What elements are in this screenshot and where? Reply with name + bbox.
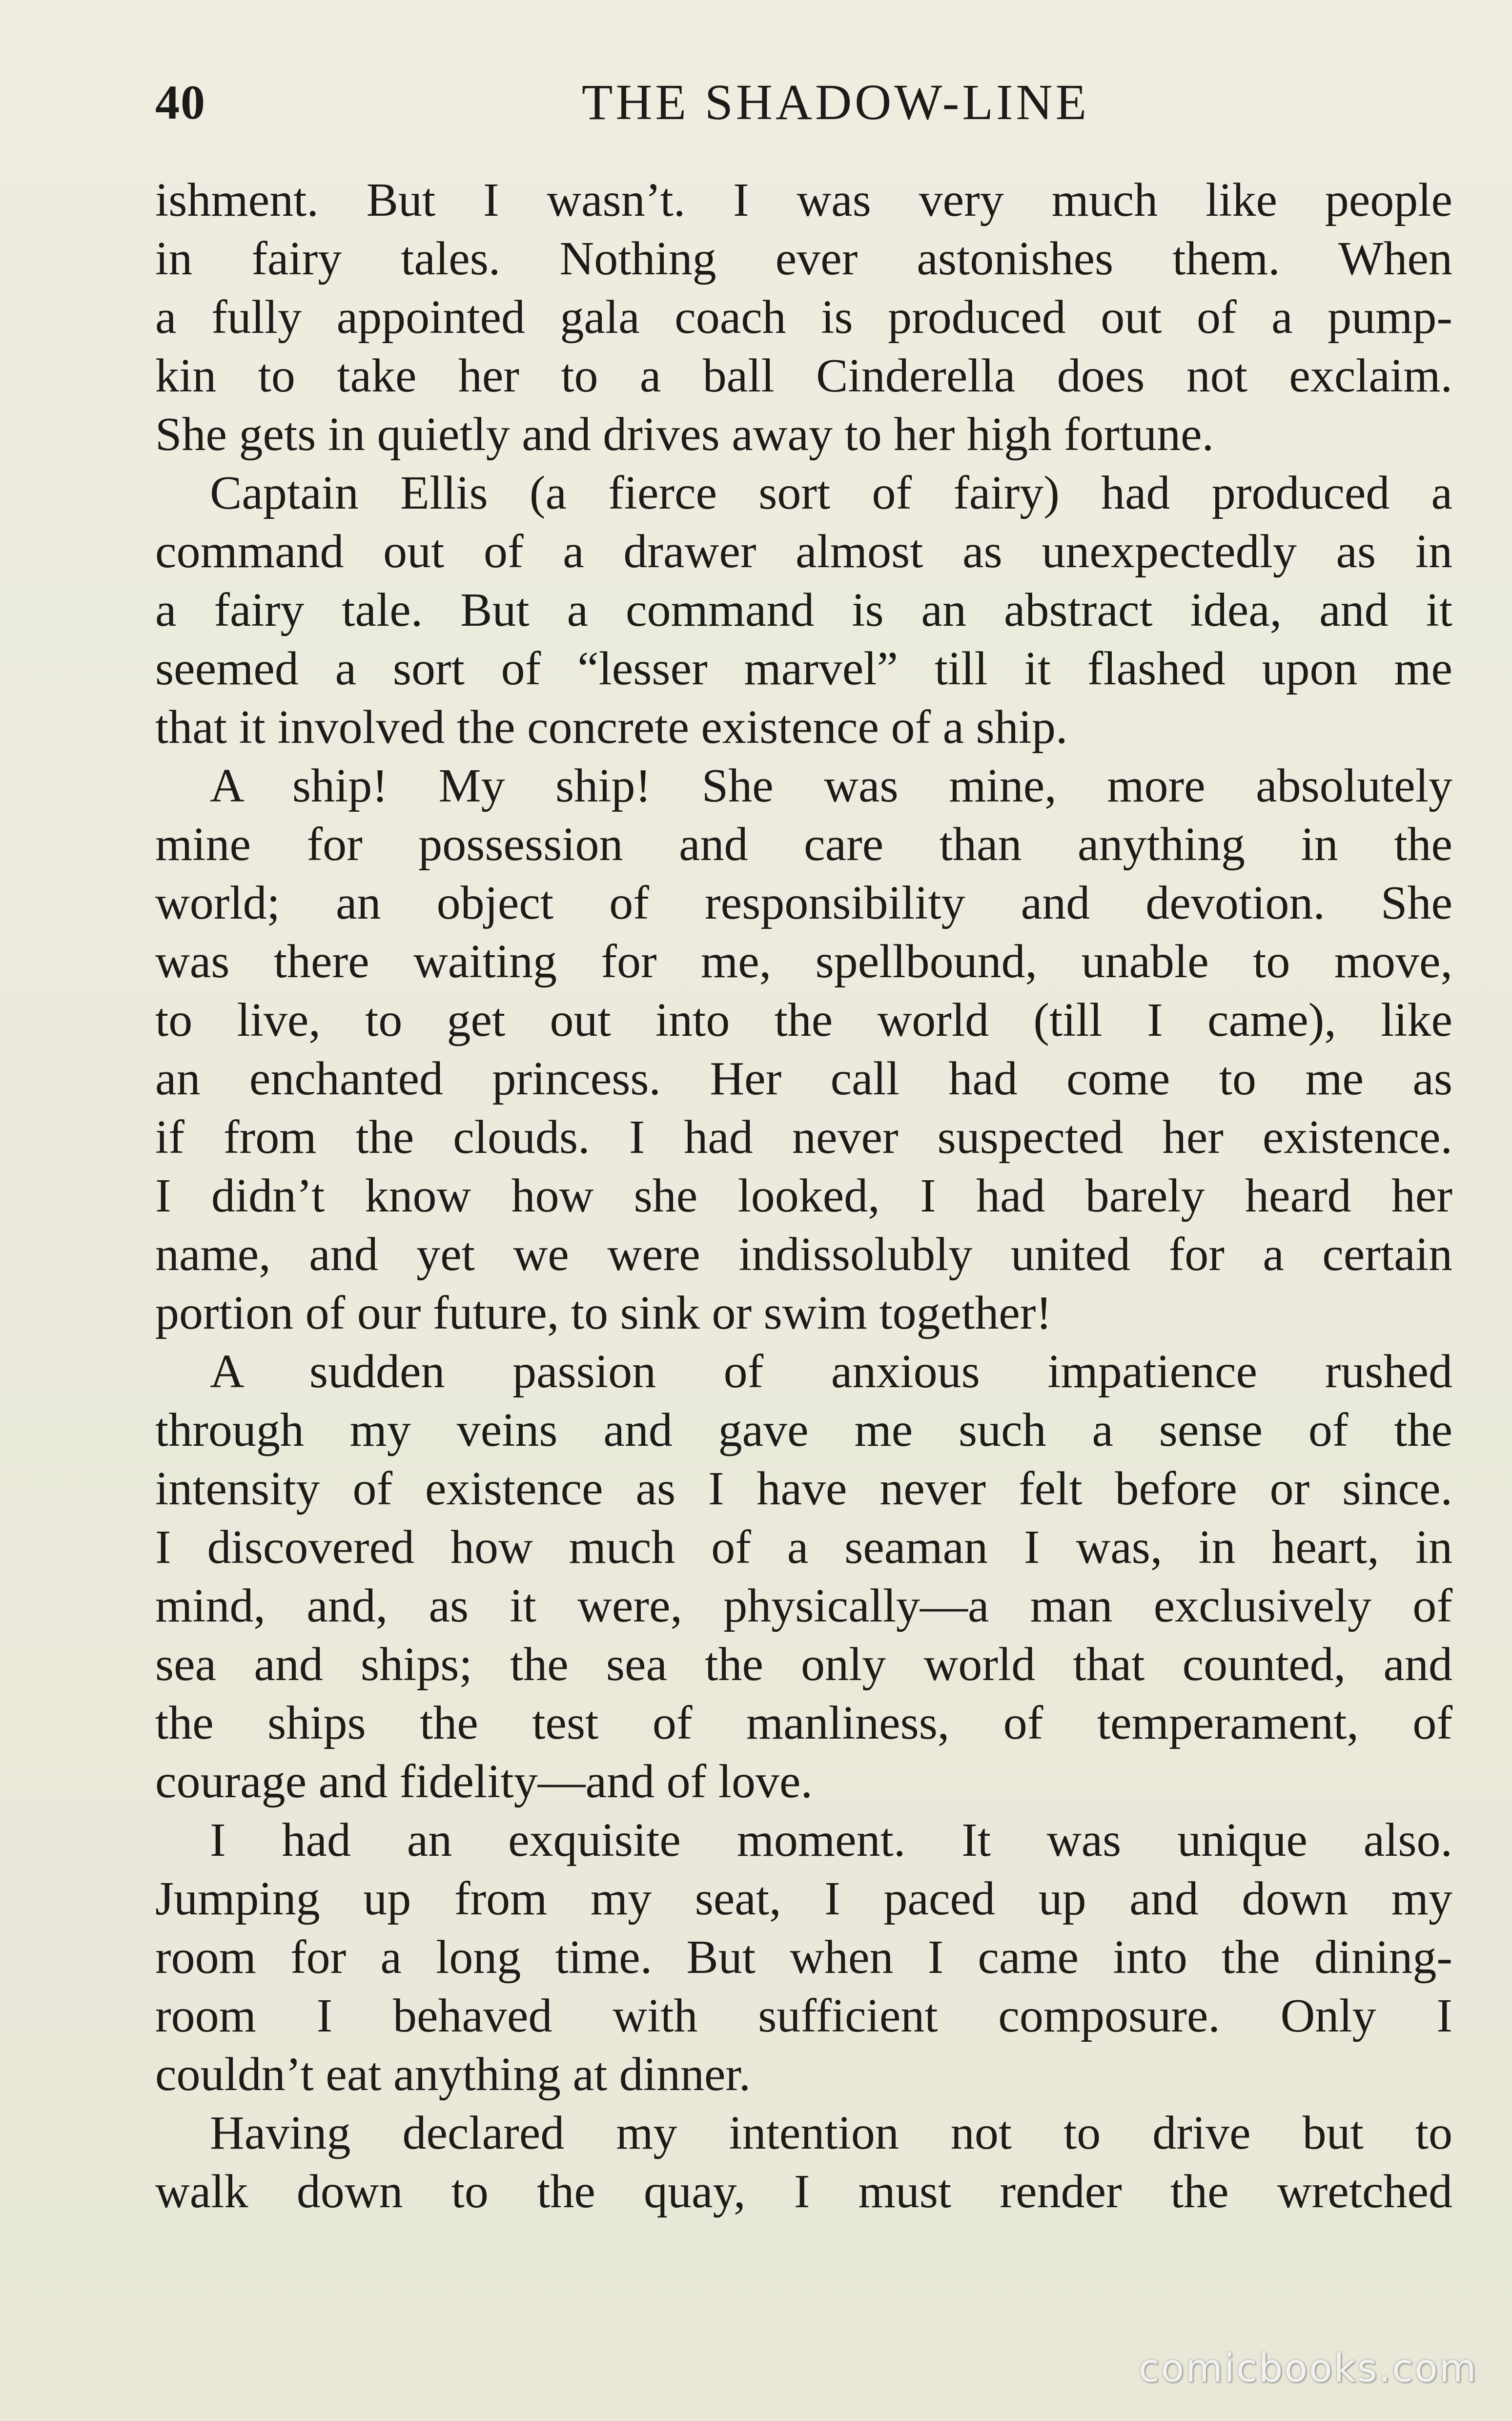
paragraph-first-line: A ship! My ship! She was mine, more absolutely bbox=[210, 759, 1452, 812]
running-head: THE SHADOW-LINE bbox=[581, 74, 1090, 130]
text-line: I didn’t know how she looked, I had barely heard her bbox=[155, 1169, 1452, 1222]
text-line: world; an object of responsibility and devotion. She bbox=[155, 877, 1452, 929]
text-line: if from the clouds. I had never suspected her existence. bbox=[155, 1111, 1452, 1164]
text-line: room I behaved with sufficient composure. Only I bbox=[155, 1990, 1452, 2042]
paragraph-first-line: Captain Ellis (a fierce sort of fairy) had produced a bbox=[210, 467, 1452, 519]
text-line: in fairy tales. Nothing ever astonishes them. When bbox=[155, 232, 1452, 285]
watermark: comicbooks.com bbox=[1138, 2347, 1478, 2391]
paragraph-first-line: A sudden passion of anxious impatience rushed bbox=[210, 1345, 1452, 1398]
text-line: to live, to get out into the world (till I came), like bbox=[155, 994, 1452, 1046]
text-line: kin to take her to a ball Cinderella does not exclaim. bbox=[155, 349, 1452, 402]
text-line: that it involved the concrete existence of a ship. bbox=[155, 701, 1068, 754]
text-line: a fully appointed gala coach is produced out of a pump- bbox=[155, 291, 1452, 344]
text-line: couldn’t eat anything at dinner. bbox=[155, 2048, 751, 2101]
text-line: the ships the test of manliness, of temperament, of bbox=[155, 1697, 1452, 1749]
text-line: an enchanted princess. Her call had come to me as bbox=[155, 1052, 1452, 1105]
body-text bbox=[155, 171, 1452, 2221]
text-line: intensity of existence as I have never felt before or since. bbox=[155, 1462, 1452, 1515]
text-line: I discovered how much of a seaman I was, in heart, in bbox=[155, 1521, 1452, 1574]
text-line: command out of a drawer almost as unexpectedly as in bbox=[155, 525, 1452, 578]
page-header bbox=[155, 68, 1452, 137]
text-line: seemed a sort of “lesser marvel” till it flashed upon me bbox=[155, 642, 1452, 695]
text-line: through my veins and gave me such a sense of the bbox=[155, 1404, 1452, 1457]
text-line: She gets in quietly and drives away to her high fortune. bbox=[155, 408, 1214, 461]
paragraph-first-line: I had an exquisite moment. It was unique also. bbox=[210, 1814, 1452, 1867]
text-line: a fairy tale. But a command is an abstract idea, and it bbox=[155, 584, 1452, 636]
text-line: walk down to the quay, I must render the wretched bbox=[155, 2165, 1452, 2218]
text-line: Jumping up from my seat, I paced up and down my bbox=[155, 1872, 1452, 1925]
text-line: mine for possession and care than anything in the bbox=[155, 818, 1452, 871]
text-line: courage and fidelity—and of love. bbox=[155, 1755, 813, 1808]
text-line: room for a long time. But when I came into the dining- bbox=[155, 1931, 1452, 1984]
text-line: sea and ships; the sea the only world that counted, and bbox=[155, 1638, 1452, 1691]
text-line: mind, and, as it were, physically—a man exclusively of bbox=[155, 1580, 1452, 1632]
text-line: was there waiting for me, spellbound, unable to move, bbox=[155, 935, 1452, 988]
paragraph-first-line: Having declared my intention not to drive but to bbox=[210, 2107, 1452, 2159]
text-line: ishment. But I wasn’t. I was very much like people bbox=[155, 174, 1452, 226]
text-line: portion of our future, to sink or swim together! bbox=[155, 1287, 1052, 1339]
text-line: name, and yet we were indissolubly united for a certain bbox=[155, 1228, 1452, 1281]
page-number: 40 bbox=[155, 75, 206, 129]
